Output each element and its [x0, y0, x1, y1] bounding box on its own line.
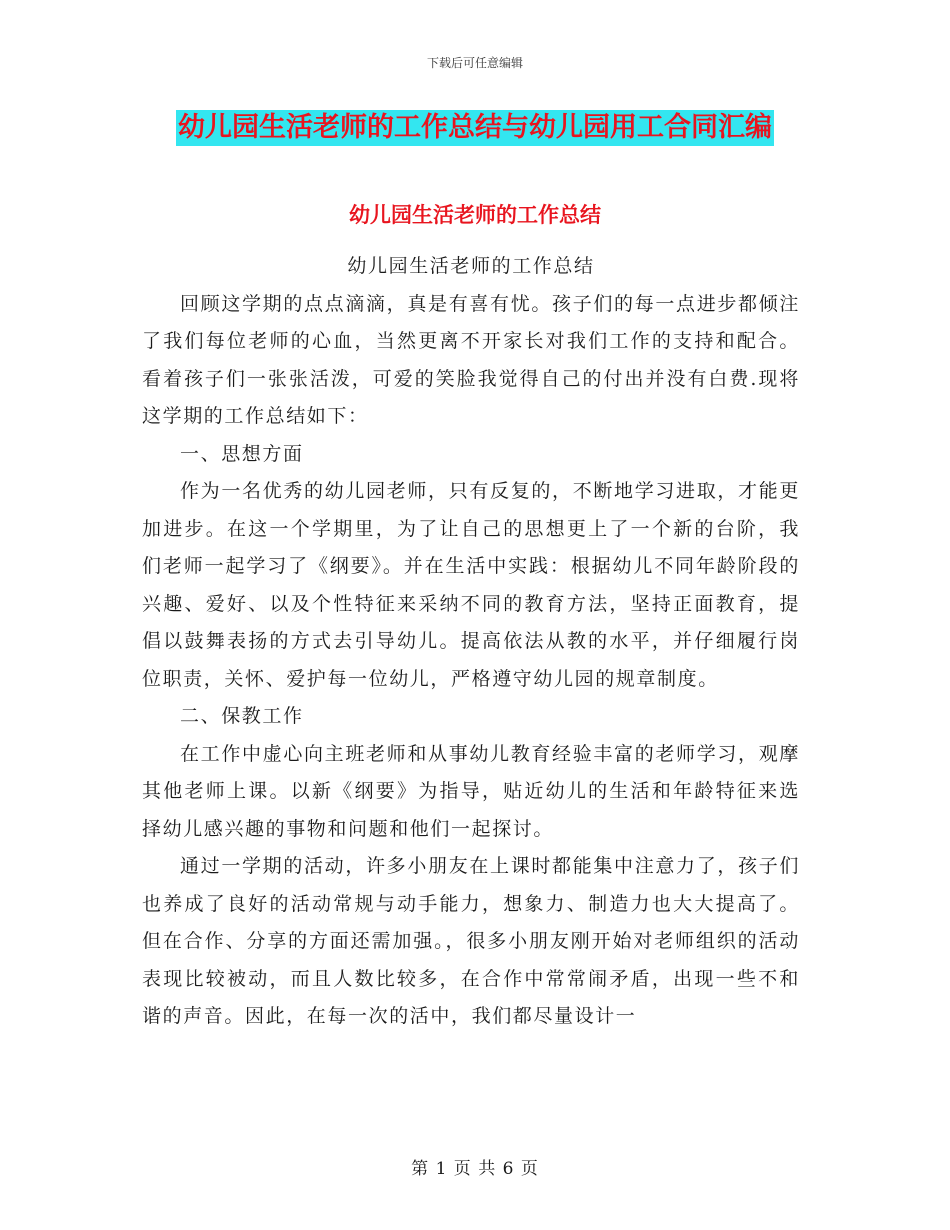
paragraph-thought: 作为一名优秀的幼儿园老师，只有反复的，不断地学习进取，才能更加进步。在这一个学期里，为了让自己的思想更上了一个新的台阶，我们老师一起学习了《纲要》。并在生活中实践：根据幼儿不同年龄阶段的兴趣、爱好、以及个性特征来采纳不同的教育方法，坚持正面教育，提倡以鼓舞表扬的方式去引导幼儿。提高依法从教的水平，并仔细履行岗位职责，关怀、爱护每一位幼儿，严格遵守幼儿园的规章制度。	[142, 480, 800, 690]
heading-teaching: 二、保教工作	[180, 705, 304, 727]
section-title: 幼儿园生活老师的工作总结	[349, 203, 601, 227]
document-body	[142, 248, 800, 1036]
page-number: 第 1 页 共 6 页	[411, 1159, 539, 1179]
page-header-note: 下载后可任意编辑	[426, 56, 523, 70]
heading-thought: 一、思想方面	[180, 442, 304, 465]
paragraph-activities: 通过一学期的活动，许多小朋友在上课时都能集中注意力了，孩子们也养成了良好的活动常规与动手能力，想象力、制造力也大大提高了。但在合作、分享的方面还需加强。，很多小朋友刚开始对老师组织的活动表现比较被动，而且人数比较多，在合作中常常闹矛盾，出现一些不和谐的声音。因此，在每一次的活中，我们都尽量设计一	[142, 855, 800, 1027]
main-title: 幼儿园生活老师的工作总结与幼儿园用工合同汇编	[176, 110, 774, 146]
paragraph-intro: 回顾这学期的点点滴滴，真是有喜有忧。孩子们的每一点进步都倾注了我们每位老师的心血，当然更离不开家长对我们工作的支持和配合。看着孩子们一张张活泼，可爱的笑脸我觉得自己的付出并没有白费.现将这学期的工作总结如下：	[142, 292, 800, 427]
main-title-container	[0, 110, 950, 146]
paragraph-teaching: 在工作中虚心向主班老师和从事幼儿教育经验丰富的老师学习，观摩其他老师上课。以新《纲要》为指导，贴近幼儿的生活和年龄特征来选择幼儿感兴趣的事物和问题和他们一起探讨。	[142, 742, 800, 840]
document-subtitle: 幼儿园生活老师的工作总结	[347, 255, 595, 277]
